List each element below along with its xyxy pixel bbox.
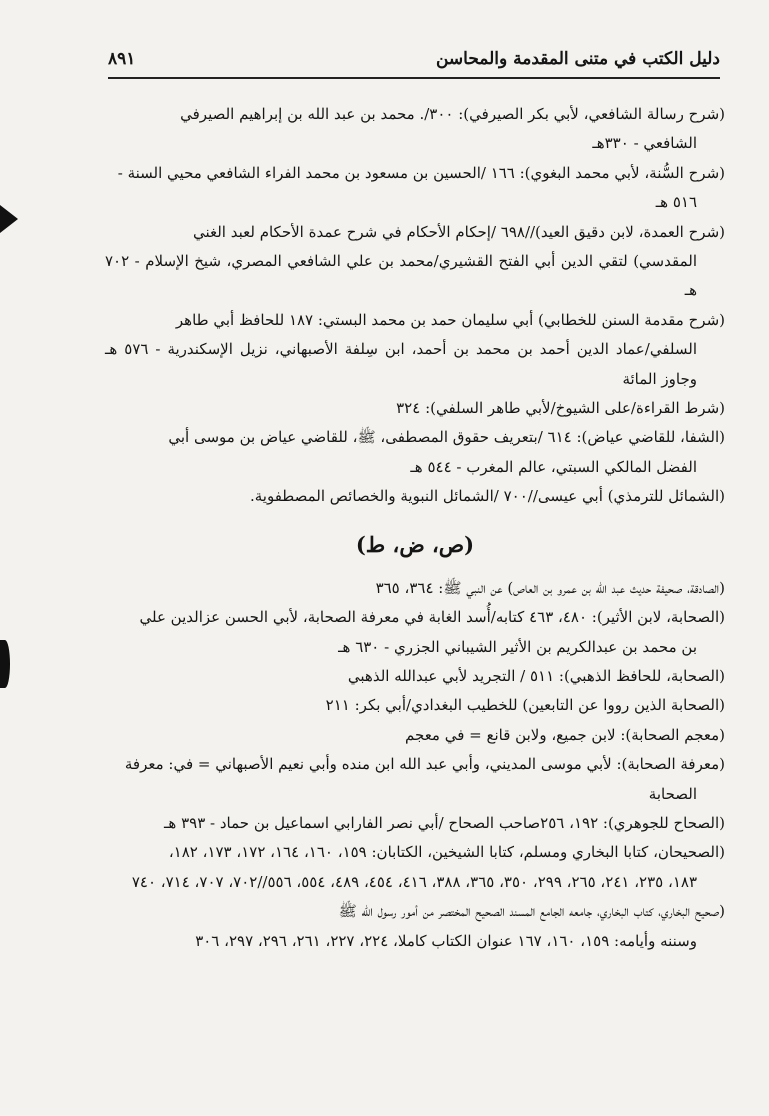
index-entry (105, 809, 725, 838)
entry-text: (شرح السُّنة، لأبي محمد البغوي): ١٦٦ /الحسين بن مسعود بن محمد الفراء الشافعي محيي السنة - (117, 163, 725, 182)
entry-text: (الصحاح للجوهري): ١٩٢، ٢٥٦صاحب الصحاح /أبي نصر الفارابي اسماعيل بن حماد - ٣٩٣ هـ (164, 813, 725, 832)
index-entry (105, 159, 725, 218)
entry-text: (شرط القراءة/على الشيوخ/لأبي طاهر السلفي): ٣٢٤ (396, 399, 725, 418)
index-entry (105, 897, 725, 956)
index-content (105, 100, 725, 956)
entry-text: (معجم الصحابة): لابن جميع، ولابن قانع = في معجم (405, 725, 725, 744)
entries-after-section (105, 574, 725, 956)
index-entry (105, 306, 725, 394)
entry-continuation: وسننه وأيامه: ١٥٩، ١٦٠، ١٦٧ عنوان الكتاب كاملا، ٢٢٤، ٢٢٧، ٢٦١، ٢٩٦، ٢٩٧، ٣٠٦ (195, 931, 697, 950)
entry-continuation: الصحابة (648, 784, 697, 803)
entry-continuation: السلفي/عماد الدين أحمد بن محمد بن أحمد، ابن سِلفة الأصبهاني، نزيل الإسكندرية - ٥٧٦ هـ وجاوز المائة (105, 340, 697, 388)
entry-text: (شرح رسالة الشافعي، لأبي بكر الصيرفي): ٣٠٠/. محمد بن عبد الله بن إبراهيم الصيرفي (180, 105, 725, 123)
index-entry (105, 662, 725, 691)
index-entry (105, 482, 725, 511)
entry-text: (شرح مقدمة السنن للخطابي) أبي سليمان حمد بن محمد البستي: ١٨٧ للحافظ أبي طاهر (175, 310, 725, 329)
page-edge-mark (0, 640, 10, 688)
header-rule (108, 77, 720, 79)
entry-text: (معرفة الصحابة): لأبي موسى المديني، وأبي عبد الله ابن منده وأبي نعيم الأصبهاني = في: معرفة (124, 755, 725, 774)
entry-continuation: بن محمد بن عبدالكريم بن الأثير الشيباني الجزري - ٦٣٠ هـ (338, 637, 697, 656)
entry-continuation: الشافعي - ٣٣٠هـ (592, 134, 697, 153)
entry-continuation: الفضل المالكي السبتي، عالم المغرب - ٥٤٤ هـ (410, 457, 697, 476)
entries-before-section (105, 100, 725, 512)
margin-arrow-icon (0, 205, 18, 233)
index-entry (105, 691, 725, 720)
index-entry (105, 838, 725, 897)
entry-continuation: ٥١٦ هـ (655, 193, 697, 212)
index-entry (105, 218, 725, 306)
entry-text: (الصحابة الذين رووا عن التابعين) للخطيب البغدادي/أبي بكر: ٢١١ (325, 696, 725, 715)
entry-text: (الصحيحان، كتابا البخاري ومسلم، كتابا الشيخين، الكتابان: ١٥٩، ١٦٠، ١٦٤، ١٧٢، ١٧٣، ١٨٢، (168, 843, 725, 862)
entry-text: (الصحابة، لابن الأثير): ٤٨٠، ٤٦٣ كتابه/أُسد الغابة في معرفة الصحابة، لأبي الحسن عزالدين علي (139, 608, 725, 627)
entry-text: (صحيح البخاري، كتاب البخاري، جامعه الجامع المسند الصحيح المختصر من أمور رسول الله ﷺ (338, 902, 725, 921)
index-entry (105, 394, 725, 423)
entry-continuation: ١٨٣، ٢٣٥، ٢٤١، ٢٦٥، ٢٩٩، ٣٥٠، ٣٦٥، ٣٨٨، ٤١٦، ٤٥٤، ٤٨٩، ٥٥٤، ٥٥٦//٧٠٢، ٧٠٧، ٧١٤، ٧٤٠ (131, 872, 697, 891)
index-entry (105, 423, 725, 482)
index-entry (105, 574, 725, 603)
entry-text: (الشفا، للقاضي عياض): ٦١٤ /بتعريف حقوق المصطفى، ﷺ، للقاضي عياض بن موسى أبي (168, 428, 725, 447)
page-number: ٨٩١ (108, 49, 136, 69)
index-entry (105, 721, 725, 750)
entry-text: (الصادقة، صحيفة حديث عبد الله بن عمرو بن العاص) عن النبي ﷺ: ٣٦٤، ٣٦٥ (375, 578, 725, 597)
running-title: دليل الكتب في متنى المقدمة والمحاسن (435, 49, 720, 69)
page-header (108, 42, 720, 76)
entry-text: (الشمائل للترمذي) أبي عيسى//٧٠٠ /الشمائل النبوية والخصائص المصطفوية. (249, 487, 725, 506)
index-entry (105, 603, 725, 662)
entry-text: (شرح العمدة، لابن دقيق العيد)//٦٩٨ /إحكام الأحكام في شرح عمدة الأحكام لعبد الغني (192, 222, 725, 241)
index-entry (105, 100, 725, 159)
section-heading: (ص، ض، ط) (355, 531, 475, 557)
entry-text: (الصحابة، للحافظ الذهبي): ٥١١ / التجريد لأبي عبدالله الذهبي (347, 666, 725, 685)
index-entry (105, 750, 725, 809)
entry-continuation: المقدسي) لتقي الدين أبي الفتح القشيري/محمد بن علي الشافعي المصري، شيخ الإسلام - ٧٠٢ هـ (105, 252, 697, 300)
